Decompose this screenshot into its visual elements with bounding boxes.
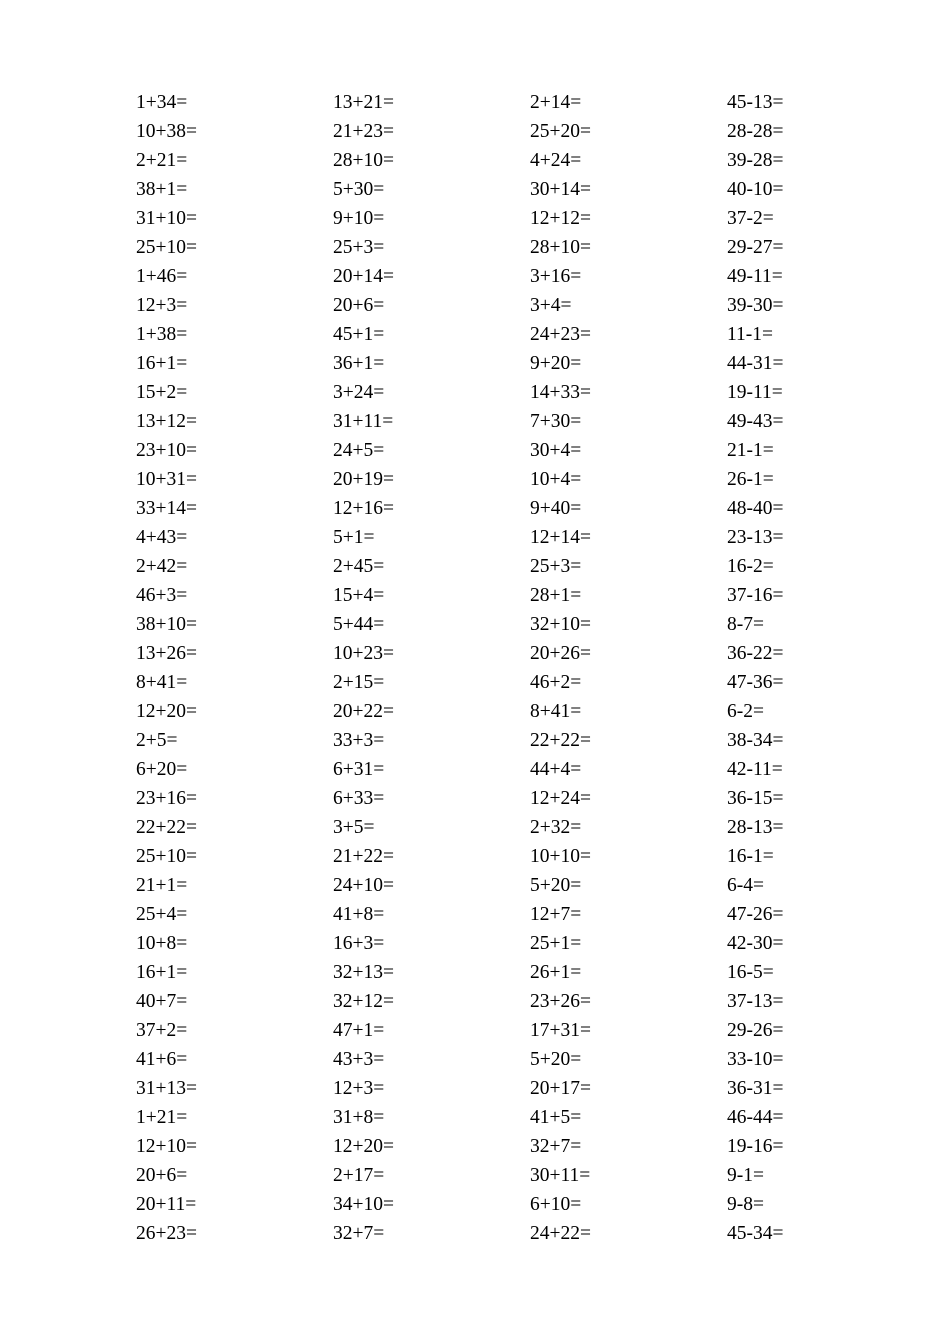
math-problem: 5+20= (530, 1049, 582, 1070)
math-problem: 37-2= (727, 208, 774, 229)
math-problem: 45+1= (333, 324, 385, 345)
math-problem: 8+41= (530, 701, 582, 722)
math-problem: 12+14= (530, 527, 591, 548)
math-problem: 10+10= (530, 846, 591, 867)
math-problem: 6+10= (530, 1194, 582, 1215)
math-problem: 1+38= (136, 324, 188, 345)
math-problem: 29-27= (727, 237, 784, 258)
math-problem: 3+5= (333, 817, 375, 838)
math-problem: 8-7= (727, 614, 764, 635)
math-problem: 17+31= (530, 1020, 591, 1041)
math-problem: 2+17= (333, 1165, 385, 1186)
math-problem: 30+11= (530, 1165, 591, 1186)
math-problem: 42-11= (727, 759, 783, 780)
math-problem: 46-44= (727, 1107, 784, 1128)
math-problem: 28+1= (530, 585, 582, 606)
math-problem: 20+26= (530, 643, 591, 664)
math-problem: 1+34= (136, 92, 188, 113)
math-problem: 16-1= (727, 846, 774, 867)
math-problem: 5+30= (333, 179, 385, 200)
math-problem: 12+3= (136, 295, 188, 316)
math-problem: 12+3= (333, 1078, 385, 1099)
math-problem: 2+21= (136, 150, 188, 171)
math-problem: 11-1= (727, 324, 774, 345)
math-problem: 24+10= (333, 875, 394, 896)
math-problem: 37-16= (727, 585, 784, 606)
math-problem: 28-13= (727, 817, 784, 838)
math-problem: 24+23= (530, 324, 591, 345)
math-problem: 3+4= (530, 295, 572, 316)
math-problem: 45-34= (727, 1223, 784, 1244)
math-problem: 6+31= (333, 759, 385, 780)
math-problem: 20+22= (333, 701, 394, 722)
math-problem: 31+8= (333, 1107, 385, 1128)
math-problem: 6+33= (333, 788, 385, 809)
math-problem: 10+8= (136, 933, 188, 954)
math-problem: 40+7= (136, 991, 188, 1012)
math-problem: 9-1= (727, 1165, 764, 1186)
math-problem: 12+20= (333, 1136, 394, 1157)
math-problem: 23+16= (136, 788, 197, 809)
math-problem: 42-30= (727, 933, 784, 954)
math-problem: 22+22= (136, 817, 197, 838)
math-problem: 20+14= (333, 266, 394, 287)
math-problem: 12+10= (136, 1136, 197, 1157)
math-problem: 12+12= (530, 208, 591, 229)
math-problem: 10+23= (333, 643, 394, 664)
math-problem: 19-11= (727, 382, 783, 403)
math-problem: 13+12= (136, 411, 197, 432)
math-problem: 20+6= (136, 1165, 188, 1186)
math-problem: 44+4= (530, 759, 582, 780)
math-problem: 10+31= (136, 469, 197, 490)
math-problem: 1+21= (136, 1107, 188, 1128)
math-problem: 25+3= (333, 237, 385, 258)
math-problem: 32+7= (333, 1223, 385, 1244)
math-problem: 46+3= (136, 585, 188, 606)
math-problem: 32+10= (530, 614, 591, 635)
math-problem: 38+1= (136, 179, 188, 200)
math-problem: 2+32= (530, 817, 582, 838)
math-problem: 5+44= (333, 614, 385, 635)
math-problem: 13+26= (136, 643, 197, 664)
math-problem: 12+24= (530, 788, 591, 809)
math-problem: 6-2= (727, 701, 764, 722)
math-problem: 9+40= (530, 498, 582, 519)
math-problem: 7+30= (530, 411, 582, 432)
math-problem: 1+46= (136, 266, 188, 287)
math-problem: 36+1= (333, 353, 385, 374)
math-problem: 24+22= (530, 1223, 591, 1244)
math-problem: 25+1= (530, 933, 582, 954)
math-problem: 39-30= (727, 295, 784, 316)
math-problem: 2+15= (333, 672, 385, 693)
math-problem: 6-4= (727, 875, 764, 896)
math-problem: 3+24= (333, 382, 385, 403)
math-problem: 16+3= (333, 933, 385, 954)
math-problem: 5+20= (530, 875, 582, 896)
math-problem: 31+10= (136, 208, 197, 229)
math-problem: 38+10= (136, 614, 197, 635)
math-problem: 10+4= (530, 469, 582, 490)
math-problem: 21+1= (136, 875, 188, 896)
math-problem: 16+1= (136, 962, 188, 983)
math-problem: 39-28= (727, 150, 784, 171)
math-problem: 47-36= (727, 672, 784, 693)
math-problem: 21+22= (333, 846, 394, 867)
math-problem: 25+4= (136, 904, 188, 925)
math-problem: 5+1= (333, 527, 375, 548)
math-problem: 38-34= (727, 730, 784, 751)
math-problem: 20+17= (530, 1078, 591, 1099)
math-problem: 20+19= (333, 469, 394, 490)
math-problem: 9-8= (727, 1194, 764, 1215)
math-problem: 20+6= (333, 295, 385, 316)
math-problem: 24+5= (333, 440, 385, 461)
math-problem: 14+33= (530, 382, 591, 403)
math-problem: 29-26= (727, 1020, 784, 1041)
math-problem: 21-1= (727, 440, 774, 461)
math-problem: 3+16= (530, 266, 582, 287)
math-problem: 47-26= (727, 904, 784, 925)
math-problem: 6+20= (136, 759, 188, 780)
math-problem: 8+41= (136, 672, 188, 693)
math-problem: 33-10= (727, 1049, 784, 1070)
math-problem: 32+7= (530, 1136, 582, 1157)
math-problem: 36-15= (727, 788, 784, 809)
math-problem: 28-28= (727, 121, 784, 142)
math-problem: 49-11= (727, 266, 783, 287)
math-problem: 20+11= (136, 1194, 197, 1215)
math-problem: 2+14= (530, 92, 582, 113)
math-problem: 12+20= (136, 701, 197, 722)
math-problem: 43+3= (333, 1049, 385, 1070)
math-problem: 12+16= (333, 498, 394, 519)
math-problem: 47+1= (333, 1020, 385, 1041)
math-problem: 40-10= (727, 179, 784, 200)
math-problem: 26+1= (530, 962, 582, 983)
math-problem: 32+12= (333, 991, 394, 1012)
math-problem: 25+10= (136, 846, 197, 867)
math-problem: 36-22= (727, 643, 784, 664)
math-problem: 28+10= (530, 237, 591, 258)
math-problem: 4+43= (136, 527, 188, 548)
math-problem: 49-43= (727, 411, 784, 432)
math-problem: 25+3= (530, 556, 582, 577)
math-problem: 2+45= (333, 556, 385, 577)
math-problem: 34+10= (333, 1194, 394, 1215)
math-problem: 16-5= (727, 962, 774, 983)
math-problem: 2+42= (136, 556, 188, 577)
math-problem: 25+10= (136, 237, 197, 258)
math-problem: 28+10= (333, 150, 394, 171)
math-problem: 33+3= (333, 730, 385, 751)
math-problem: 25+20= (530, 121, 591, 142)
math-problem: 44-31= (727, 353, 784, 374)
math-problem: 30+4= (530, 440, 582, 461)
math-problem: 31+11= (333, 411, 394, 432)
math-problem: 13+21= (333, 92, 394, 113)
math-problem: 10+38= (136, 121, 197, 142)
math-problem: 30+14= (530, 179, 591, 200)
math-problem: 9+10= (333, 208, 385, 229)
math-problem: 46+2= (530, 672, 582, 693)
math-problem: 41+8= (333, 904, 385, 925)
math-problem: 4+24= (530, 150, 582, 171)
math-problem: 36-31= (727, 1078, 784, 1099)
math-problem: 23+10= (136, 440, 197, 461)
math-problem: 31+13= (136, 1078, 197, 1099)
math-problem: 41+5= (530, 1107, 582, 1128)
math-problem: 21+23= (333, 121, 394, 142)
math-problem: 19-16= (727, 1136, 784, 1157)
math-problem: 12+7= (530, 904, 582, 925)
math-problem: 32+13= (333, 962, 394, 983)
math-problem: 15+2= (136, 382, 188, 403)
math-problem: 37-13= (727, 991, 784, 1012)
math-problem: 41+6= (136, 1049, 188, 1070)
math-problem: 33+14= (136, 498, 197, 519)
math-problem: 45-13= (727, 92, 784, 113)
math-problem: 16+1= (136, 353, 188, 374)
math-problem: 26-1= (727, 469, 774, 490)
math-problem: 23-13= (727, 527, 784, 548)
math-problem: 48-40= (727, 498, 784, 519)
math-problem: 9+20= (530, 353, 582, 374)
math-problem: 16-2= (727, 556, 774, 577)
math-problem: 23+26= (530, 991, 591, 1012)
math-problem: 37+2= (136, 1020, 188, 1041)
math-problem: 26+23= (136, 1223, 197, 1244)
math-problem: 2+5= (136, 730, 178, 751)
math-problem: 15+4= (333, 585, 385, 606)
math-problem: 22+22= (530, 730, 591, 751)
worksheet-grid (136, 88, 856, 1248)
